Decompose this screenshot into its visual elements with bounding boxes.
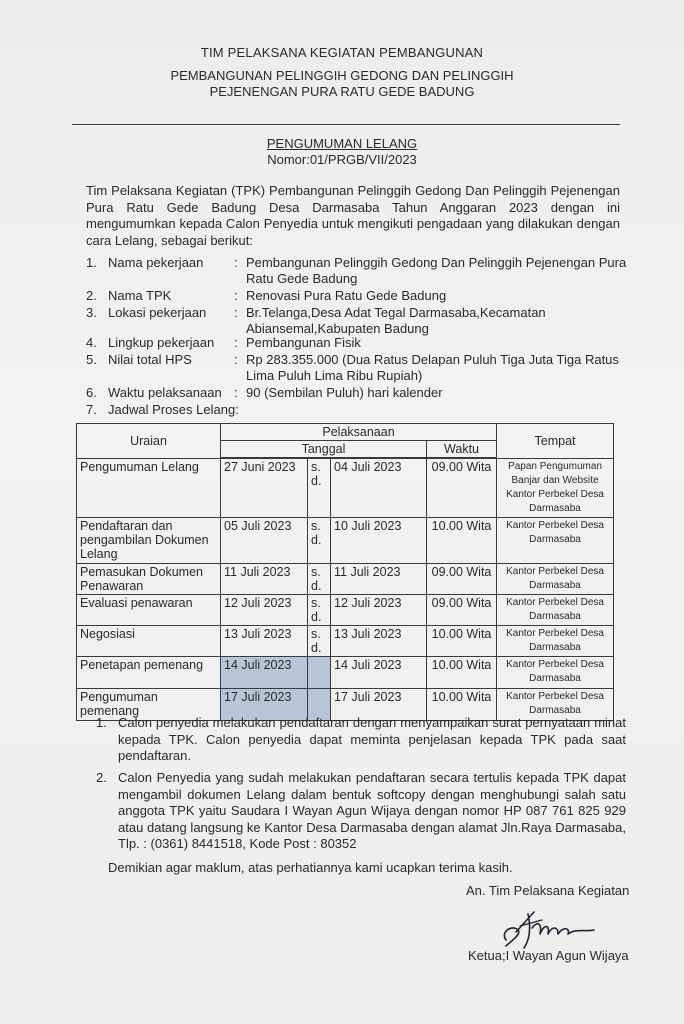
cell-end-date: 04 Juli 2023 bbox=[331, 459, 427, 518]
cell-uraian: Pengumuman Lelang bbox=[77, 459, 221, 518]
cell-start-date: 13 Juli 2023 bbox=[221, 626, 308, 657]
item-separator: : bbox=[234, 385, 238, 400]
item-value: Rp 283.355.000 (Dua Ratus Delapan Puluh Tiga Juta Tiga Ratus Lima Puluh Lima Ribu Rupiah) bbox=[246, 352, 619, 383]
item-separator: : bbox=[234, 288, 238, 303]
item-number: 5. bbox=[86, 352, 97, 367]
item-value: Pembangunan Fisik bbox=[246, 335, 361, 350]
item-label: Nama pekerjaan bbox=[108, 255, 204, 270]
item-label: Nilai total HPS bbox=[108, 352, 192, 367]
cell-waktu: 09.00 Wita bbox=[427, 564, 497, 595]
header-uraian: Uraian bbox=[77, 424, 221, 459]
handwritten-signature bbox=[498, 902, 608, 952]
cell-end-date: 13 Juli 2023 bbox=[331, 626, 427, 657]
item-number: 3. bbox=[86, 305, 97, 320]
cell-tempat: Papan Pengumuman Banjar dan Website Kantor Perbekel Desa Darmasaba bbox=[497, 459, 614, 518]
cell-waktu: 09.00 Wita bbox=[427, 595, 497, 626]
item-number: 1. bbox=[86, 255, 97, 270]
cell-end-date: 10 Juli 2023 bbox=[331, 518, 427, 564]
cell-end-date: 17 Juli 2023 bbox=[331, 689, 427, 721]
cell-tempat: Kantor Perbekel Desa Darmasaba bbox=[497, 657, 614, 689]
item-number: 7. bbox=[86, 402, 97, 417]
cell-end-date: 14 Juli 2023 bbox=[331, 657, 427, 689]
item-value: Pembangunan Pelinggih Gedong Dan Pelinggih Pejenengan Pura Ratu Gede Badung bbox=[246, 255, 627, 286]
signatory-name: Ketua;I Wayan Agun Wijaya bbox=[468, 948, 629, 963]
header-waktu: Waktu bbox=[427, 441, 497, 458]
cell-sd: s. d. bbox=[308, 595, 331, 626]
item-number: 2. bbox=[86, 288, 97, 303]
item-separator: : bbox=[234, 255, 238, 270]
cell-waktu: 09.00 Wita bbox=[427, 459, 497, 518]
item-label: Lingkup pekerjaan bbox=[108, 335, 215, 350]
item-label: Nama TPK bbox=[108, 288, 172, 303]
cell-end-date: 11 Juli 2023 bbox=[331, 564, 427, 595]
table-row bbox=[77, 518, 614, 564]
table-header-row bbox=[77, 424, 614, 441]
cell-waktu: 10.00 Wita bbox=[427, 518, 497, 564]
cell-waktu: 10.00 Wita bbox=[427, 626, 497, 657]
cell-start-date: 14 Juli 2023 bbox=[221, 657, 308, 689]
item-value: Br.Telanga,Desa Adat Tegal Darmasaba,Kecamatan Abiansemal,Kabupaten Badung bbox=[246, 305, 546, 336]
item-label: Waktu pelaksanaan bbox=[108, 385, 222, 400]
note-text: Calon penyedia melakukan pendaftaran dengan menyampaikan surat pernyataan minat kepada TPK. Calon penyedia dapat meminta penjelasan kepada TPK pada saat pendaftaran. bbox=[118, 715, 626, 763]
cell-waktu: 10.00 Wita bbox=[427, 657, 497, 689]
cell-uraian: Pendaftaran dan pengambilan Dokumen Lelang bbox=[77, 518, 221, 564]
item-label: Jadwal Proses Lelang: bbox=[108, 402, 239, 417]
cell-sd: s. d. bbox=[308, 459, 331, 518]
cell-start-date: 11 Juli 2023 bbox=[221, 564, 308, 595]
schedule-table bbox=[76, 423, 614, 721]
cell-end-date: 12 Juli 2023 bbox=[331, 595, 427, 626]
note-text: Calon Penyedia yang sudah melakukan pendaftaran secara tertulis kepada TPK dapat mengambil dokumen Lelang dalam bentuk softcopy dengan menghubungi salah satu anggota TPK yaitu Saudara I Wayan Agun Wijaya dengan nomor HP 087 761 825 929 atau datang langsung ke Kantor Desa Darmasaba dengan alamat Jln.Raya Darmasaba, Tlp. : (0361) 8441518, Kode Post : 80352 bbox=[118, 770, 626, 851]
cell-tempat: Kantor Perbekel Desa Darmasaba bbox=[497, 595, 614, 626]
project-title-line1: PEMBANGUNAN PELINGGIH GEDONG DAN PELINGGIH bbox=[170, 68, 514, 83]
item-value: Renovasi Pura Ratu Gede Badung bbox=[246, 288, 447, 303]
note-number: 1. bbox=[96, 715, 107, 730]
cell-tempat: Kantor Perbekel Desa Darmasaba bbox=[497, 518, 614, 564]
table-row bbox=[77, 564, 614, 595]
closing-statement: Demikian agar maklum, atas perhatiannya kami ucapkan terima kasih. bbox=[108, 860, 513, 875]
item-separator: : bbox=[234, 305, 238, 320]
cell-start-date: 27 Juni 2023 bbox=[221, 459, 308, 518]
project-title-line2: PEJENENGAN PURA RATU GEDE BADUNG bbox=[209, 84, 475, 99]
announcement-number: Nomor:01/PRGB/VII/2023 bbox=[267, 152, 417, 167]
header-tanggal: Tanggal bbox=[221, 441, 427, 458]
intro-paragraph: Tim Pelaksana Kegiatan (TPK) Pembangunan Pelinggih Gedong Dan Pelinggih Pejenengan Pura Ratu Gede Badung Desa Darmasaba Tahun Anggaran 2023 dengan ini mengumumkan kepada Calon Penyedia untuk mengikuti pengadaan yang dilakukan dengan cara Lelang, sebagai berikut: bbox=[86, 183, 620, 248]
org-title: TIM PELAKSANA KEGIATAN PEMBANGUNAN bbox=[200, 45, 484, 60]
cell-sd: s. d. bbox=[308, 518, 331, 564]
header-pelaksanaan: Pelaksanaan bbox=[221, 424, 497, 441]
cell-uraian: Pengumuman pemenang bbox=[77, 689, 221, 721]
table-row bbox=[77, 459, 614, 518]
item-number: 6. bbox=[86, 385, 97, 400]
cell-sd: s. d. bbox=[308, 564, 331, 595]
header-divider bbox=[72, 124, 620, 125]
item-number: 4. bbox=[86, 335, 97, 350]
cell-tempat: Kantor Perbekel Desa Darmasaba bbox=[497, 626, 614, 657]
cell-start-date: 05 Juli 2023 bbox=[221, 518, 308, 564]
item-separator: : bbox=[234, 352, 238, 367]
signatory-on-behalf: An. Tim Pelaksana Kegiatan bbox=[466, 883, 630, 898]
cell-uraian: Penetapan pemenang bbox=[77, 657, 221, 689]
cell-sd bbox=[308, 657, 331, 689]
project-title bbox=[0, 68, 684, 100]
cell-waktu: 10.00 Wita bbox=[427, 689, 497, 721]
table-row bbox=[77, 657, 614, 689]
item-label: Lokasi pekerjaan bbox=[108, 305, 207, 320]
cell-uraian: Pemasukan Dokumen Penawaran bbox=[77, 564, 221, 595]
cell-start-date: 12 Juli 2023 bbox=[221, 595, 308, 626]
item-separator: : bbox=[234, 335, 238, 350]
note-number: 2. bbox=[96, 770, 107, 785]
item-value: 90 (Sembilan Puluh) hari kalender bbox=[246, 385, 443, 400]
cell-tempat: Kantor Perbekel Desa Darmasaba bbox=[497, 564, 614, 595]
table-row bbox=[77, 626, 614, 657]
cell-start-date: 17 Juli 2023 bbox=[221, 689, 308, 721]
cell-uraian: Negosiasi bbox=[77, 626, 221, 657]
cell-uraian: Evaluasi penawaran bbox=[77, 595, 221, 626]
header-tempat: Tempat bbox=[497, 424, 614, 459]
announcement-title: PENGUMUMAN LELANG bbox=[266, 136, 418, 151]
cell-sd: s. d. bbox=[308, 626, 331, 657]
table-row bbox=[77, 595, 614, 626]
cell-tempat: Kantor Perbekel Desa Darmasaba bbox=[497, 689, 614, 721]
